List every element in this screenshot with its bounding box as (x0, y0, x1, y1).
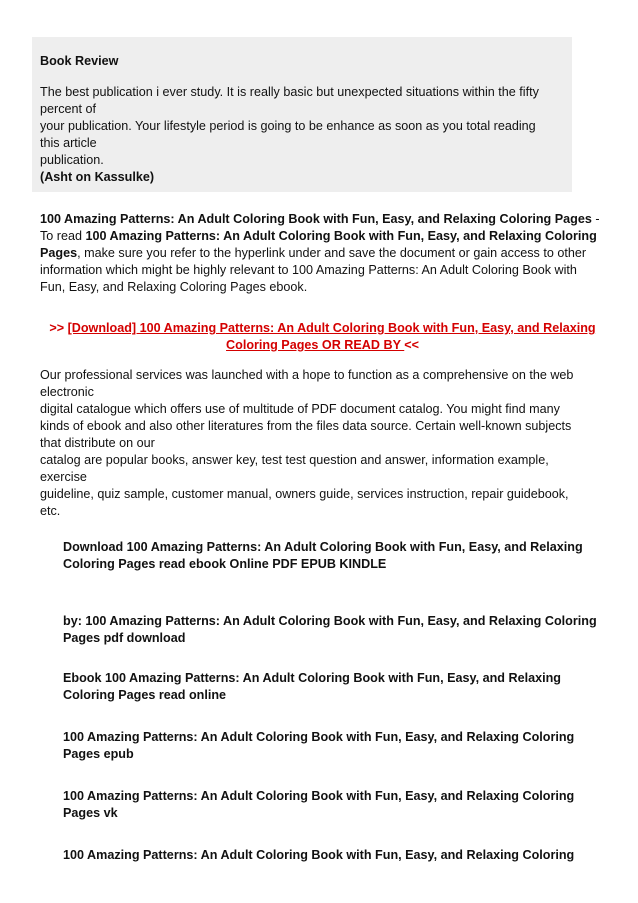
intro-title-1: 100 Amazing Patterns: An Adult Coloring Book with Fun, Easy, and Relaxing Coloring Pages (40, 212, 592, 226)
intro-to-read: - To read (40, 212, 600, 243)
entry-item: 100 Amazing Patterns: An Adult Coloring Book with Fun, Easy, and Relaxing Coloring Pages vk (63, 789, 575, 820)
services-paragraph: Our professional services was launched with a hope to function as a comprehensive on the web electronic digital catalogue which offers use of multitude of PDF document catalog. You might find many kinds of ebook and also other literatures from the files data source. Certain well-known subjects that distribute on our catalog are popular books, answer key, test test question and answer, information example, exercise guideline, quiz sample, customer manual, owners guide, services instruction, repair guidebook, etc. (40, 368, 574, 518)
download-link[interactable]: [Download] 100 Amazing Patterns: An Adult Coloring Book with Fun, Easy, and Relaxing Coloring Pages OR READ BY (67, 321, 596, 352)
download-link-paragraph (40, 320, 605, 354)
entry-item: Download 100 Amazing Patterns: An Adult Coloring Book with Fun, Easy, and Relaxing Coloring Pages read ebook Online PDF EPUB KINDLE (63, 540, 583, 571)
entry-item: Ebook 100 Amazing Patterns: An Adult Coloring Book with Fun, Easy, and Relaxing Coloring Pages read online (63, 671, 561, 702)
link-suffix: << (404, 338, 419, 352)
intro-title-2: 100 Amazing Patterns: An Adult Coloring Book with Fun, Easy, and Relaxing Coloring Pages (40, 229, 597, 260)
entry-item: by: 100 Amazing Patterns: An Adult Coloring Book with Fun, Easy, and Relaxing Coloring Pages pdf download (63, 614, 597, 645)
intro-line-2: information which might be highly relevant to 100 Amazing Patterns: An Adult Coloring Book with Fun, Easy, and Relaxing Coloring Pages ebook. (40, 263, 577, 294)
intro-rest: , make sure you refer to the hyperlink under and save the document or gain access to other (77, 246, 587, 260)
intro-paragraph (40, 211, 605, 296)
link-prefix: >> (49, 321, 68, 335)
entry-item: 100 Amazing Patterns: An Adult Coloring Book with Fun, Easy, and Relaxing Coloring (63, 848, 575, 862)
review-author: (Asht on Kassulke) (40, 170, 155, 184)
book-review-box (32, 37, 572, 192)
review-heading: Book Review (40, 54, 119, 68)
entry-item: 100 Amazing Patterns: An Adult Coloring Book with Fun, Easy, and Relaxing Coloring Pages epub (63, 730, 575, 761)
review-text: The best publication i ever study. It is really basic but unexpected situations within the fifty percent of your publication. Your lifestyle period is going to be enhance as soon as you total reading this article publication. (40, 85, 539, 167)
